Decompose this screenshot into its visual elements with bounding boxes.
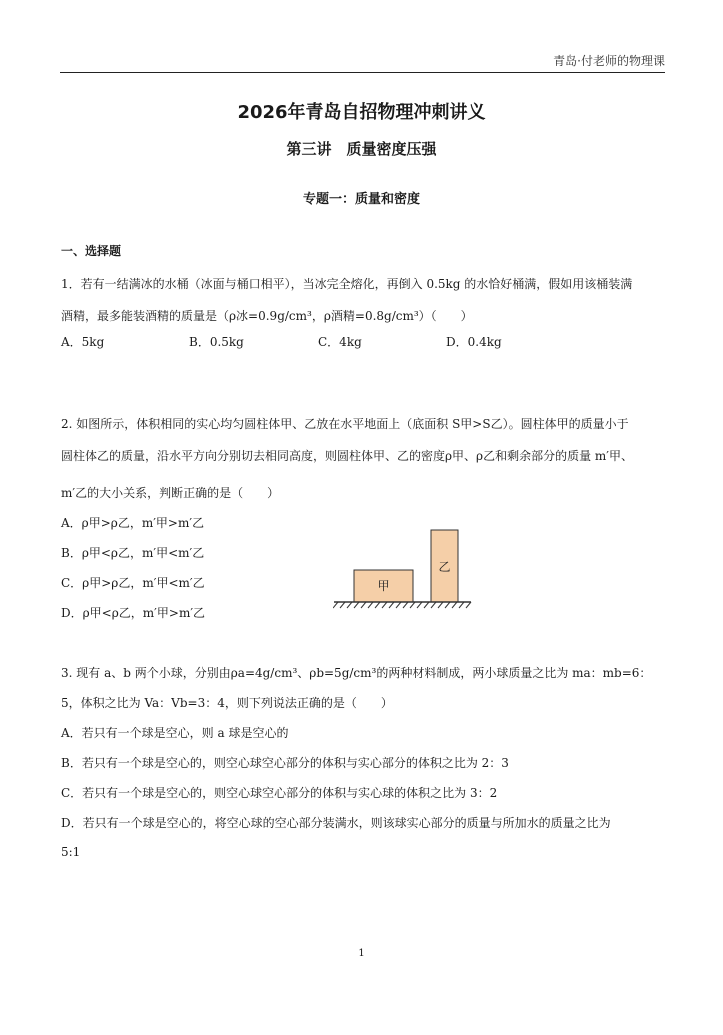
topic-heading: 专题一：质量和密度 <box>302 192 420 207</box>
q2-option-b: B．ρ甲<ρ乙，m′甲<m′乙 <box>61 546 205 560</box>
document-title: 2026年青岛自招物理冲刺讲义 <box>237 102 486 123</box>
q1-option-b: B．0.5kg <box>189 335 244 349</box>
q3-option-a: A．若只有一个球是空心，则 a 球是空心的 <box>61 726 289 740</box>
q2-line-2: 圆柱体乙的质量，沿水平方向分别切去相同高度，则圆柱体甲、乙的密度ρ甲、ρ乙和剩余部分的质量 m′甲、 <box>61 449 634 463</box>
q1-line-1: 1．若有一结满冰的水桶（冰面与桶口相平），当冰完全熔化，再倒入 0.5kg 的水恰好桶满，假如用该桶装满 <box>61 277 633 291</box>
q3-option-d: D．若只有一个球是空心的，将空心球的空心部分装满水，则该球实心部分的质量与所加水的质量之比为 <box>61 816 611 830</box>
q3-option-b: B．若只有一个球是空心的，则空心球空心部分的体积与实心部分的体积之比为 2：3 <box>61 756 509 770</box>
page-number: 1 <box>358 948 365 959</box>
q3-option-d-continuation: 5:1 <box>61 845 81 859</box>
q2-line-1: 2. 如图所示，体积相同的实心均匀圆柱体甲、乙放在水平地面上（底面积 S甲>S乙）。圆柱体甲的质量小于 <box>61 417 629 431</box>
ground-hatching <box>333 602 471 608</box>
q1-option-c: C．4kg <box>318 335 362 349</box>
q1-option-d: D．0.4kg <box>446 335 502 349</box>
q3-option-c: C．若只有一个球是空心的，则空心球空心部分的体积与实心球的体积之比为 3：2 <box>61 786 498 800</box>
q1-line-2: 酒精，最多能装酒精的质量是（ρ冰=0.9g/cm³，ρ酒精=0.8g/cm³）（ ） <box>61 309 473 323</box>
q2-option-a: A．ρ甲>ρ乙，m′甲>m′乙 <box>61 516 205 530</box>
section-heading: 一、选择题 <box>61 244 122 258</box>
cylinders-figure <box>333 527 483 621</box>
q3-line-1: 3. 现有 a、b 两个小球，分别由ρa=4g/cm³、ρb=5g/cm³的两种材料制成，两小球质量之比为 ma：mb=6： <box>61 666 652 680</box>
q2-line-3: m′乙的大小关系，判断正确的是（ ） <box>61 486 280 500</box>
q1-option-a: A．5kg <box>61 335 105 349</box>
lecture-subtitle: 第三讲 质量密度压强 <box>286 140 437 158</box>
q2-option-d: D．ρ甲<ρ乙，m′甲>m′乙 <box>61 606 206 620</box>
page-header: 青岛·付老师的物理课 <box>553 54 665 68</box>
block-yi-label: 乙 <box>438 560 451 574</box>
q3-line-2: 5，体积之比为 Va：Vb=3：4，则下列说法正确的是（ ） <box>61 696 393 710</box>
header-rule <box>60 72 665 73</box>
block-jia-label: 甲 <box>377 579 390 593</box>
q2-option-c: C．ρ甲>ρ乙，m′甲<m′乙 <box>61 576 205 590</box>
